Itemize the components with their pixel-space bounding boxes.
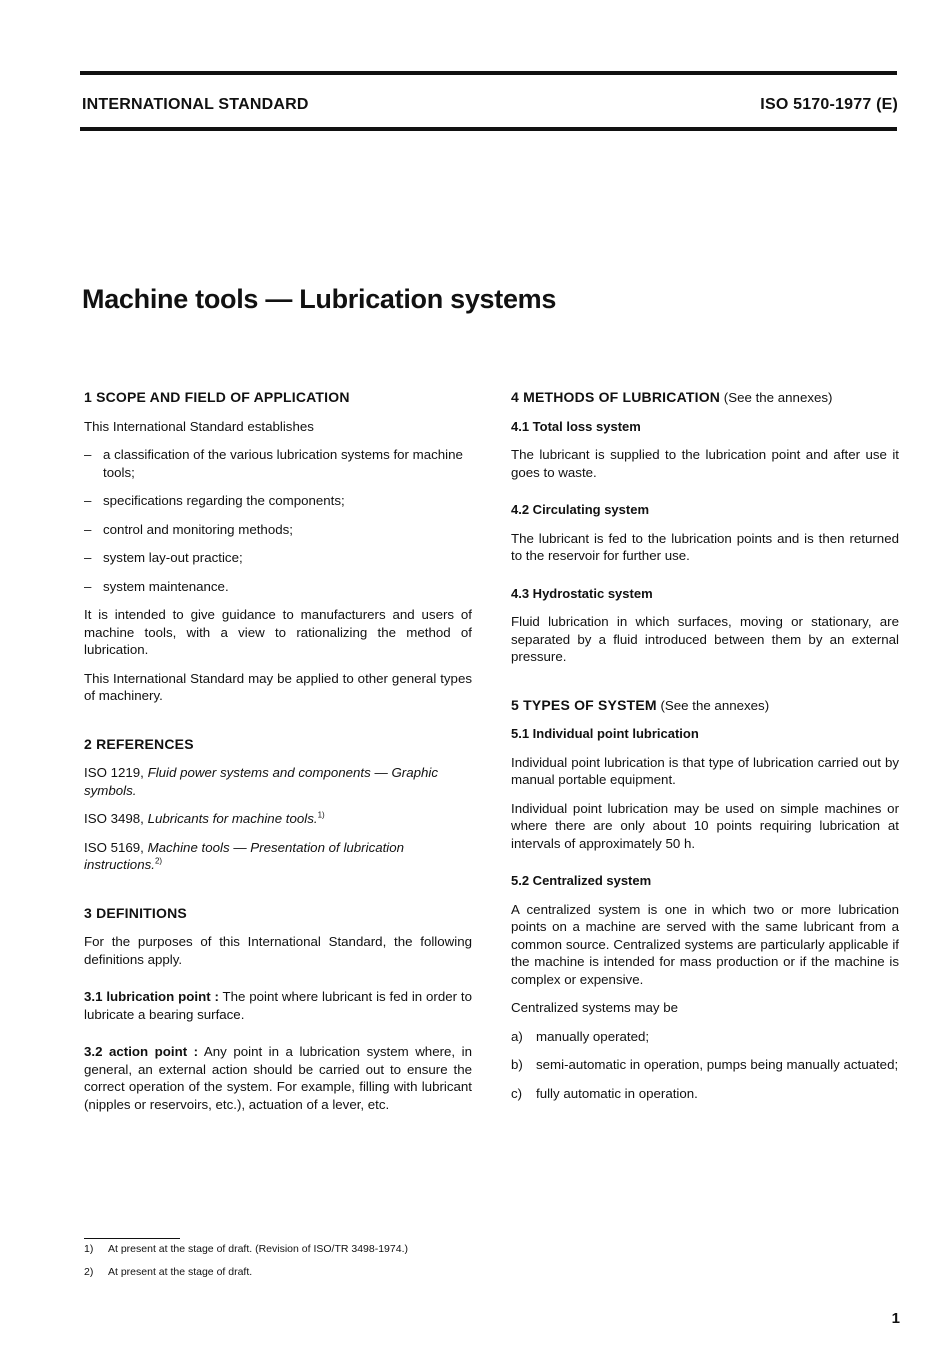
list-item: – control and monitoring methods; [84,521,293,537]
footnote-1: 1) At present at the stage of draft. (Revision of ISO/TR 3498-1974.) [84,1243,408,1255]
section-1-paragraph: This International Standard may be applied to other general types of machinery. [84,670,472,703]
definition-3-1: 3.1 lubrication point : The point where lubricant is fed in order to lubricate a bearing surface. [84,989,472,1022]
list-item: – system maintenance. [84,578,229,594]
section-4-3-text: Fluid lubrication in which surfaces, moving or stationary, are separated by a fluid introduced between them by an external pressure. [511,614,899,664]
header-right: ISO 5170-1977 (E) [760,96,898,113]
page-number: 1 [891,1310,900,1327]
section-4-1-text: The lubricant is supplied to the lubrication point and after use it goes to waste. [511,447,899,480]
list-item: – a classification of the various lubrication systems for machine tools; [84,447,463,480]
footnote-rule [84,1238,180,1239]
header-bottom-rule [80,127,897,131]
section-5-2-intro: Centralized systems may be [511,1000,679,1015]
header-top-rule [80,71,897,75]
section-3-intro: For the purposes of this International Standard, the following definitions apply. [84,934,472,967]
section-3-heading: 3 DEFINITIONS [84,904,187,921]
section-4-2-heading: 4.2 Circulating system [511,502,649,517]
header-left: INTERNATIONAL STANDARD [82,96,309,113]
right-column [511,389,899,1102]
left-column [84,389,472,1113]
list-item: a) manually operated; [511,1028,650,1044]
section-5-1-paragraph: Individual point lubrication may be used on simple machines or where there are only about 10 points requiring lubrication at intervals of approximately 50 h. [511,800,899,851]
section-1-heading: 1 SCOPE AND FIELD OF APPLICATION [84,389,350,405]
section-5-1-heading: 5.1 Individual point lubrication [511,726,699,741]
list-item: b) semi-automatic in operation, pumps being manually actuated; [511,1057,899,1072]
reference-item: ISO 1219, Fluid power systems and components — Graphic symbols. [84,765,439,798]
section-1-paragraph: It is intended to give guidance to manufacturers and users of machine tools, with a view to rationalizing the method of lubrication. [84,607,472,657]
section-5-2-heading: 5.2 Centralized system [511,873,652,888]
reference-item: ISO 3498, Lubricants for machine tools.$^{1)}$ [84,810,325,826]
section-1-intro: This International Standard establishes [84,418,314,434]
section-4-2-text: The lubricant is fed to the lubrication points and is then returned to the reservoir for further use. [511,530,899,563]
definition-3-2: 3.2 action point : Any point in a lubrication system where, in general, an external action should be carried out to ensure the correct operation of the system. For example, filling with lubricant (nipples or reservoirs, etc.), actuation of a lever, etc. [84,1044,472,1112]
section-5-1-paragraph: Individual point lubrication is that type of lubrication carried out by manual portable equipment. [511,754,899,787]
list-item: – system lay-out practice; [84,550,243,565]
section-4-heading: 4 METHODS OF LUBRICATION (See the annexes) [511,389,833,405]
section-4-3-heading: 4.3 Hydrostatic system [511,585,653,601]
section-5-2-paragraph: A centralized system is one in which two or more lubrication points on a machine are served with the same lubricant from a common source. Centralized systems are particularly applicable if the machine is intended for mass production or if the machine is complex or expensive. [511,901,899,987]
document-title: Machine tools — Lubrication systems [82,284,557,314]
footnote-2: 2) At present at the stage of draft. [84,1266,253,1278]
section-4-1-heading: 4.1 Total loss system [511,418,641,434]
section-2-heading: 2 REFERENCES [84,735,194,752]
list-item: c) fully automatic in operation. [511,1085,698,1101]
list-item: – specifications regarding the components; [84,493,345,508]
reference-item: ISO 5169, Machine tools — Presentation of lubrication instructions.$^{2)}$ [84,839,405,872]
section-5-heading: 5 TYPES OF SYSTEM (See the annexes) [511,696,770,713]
